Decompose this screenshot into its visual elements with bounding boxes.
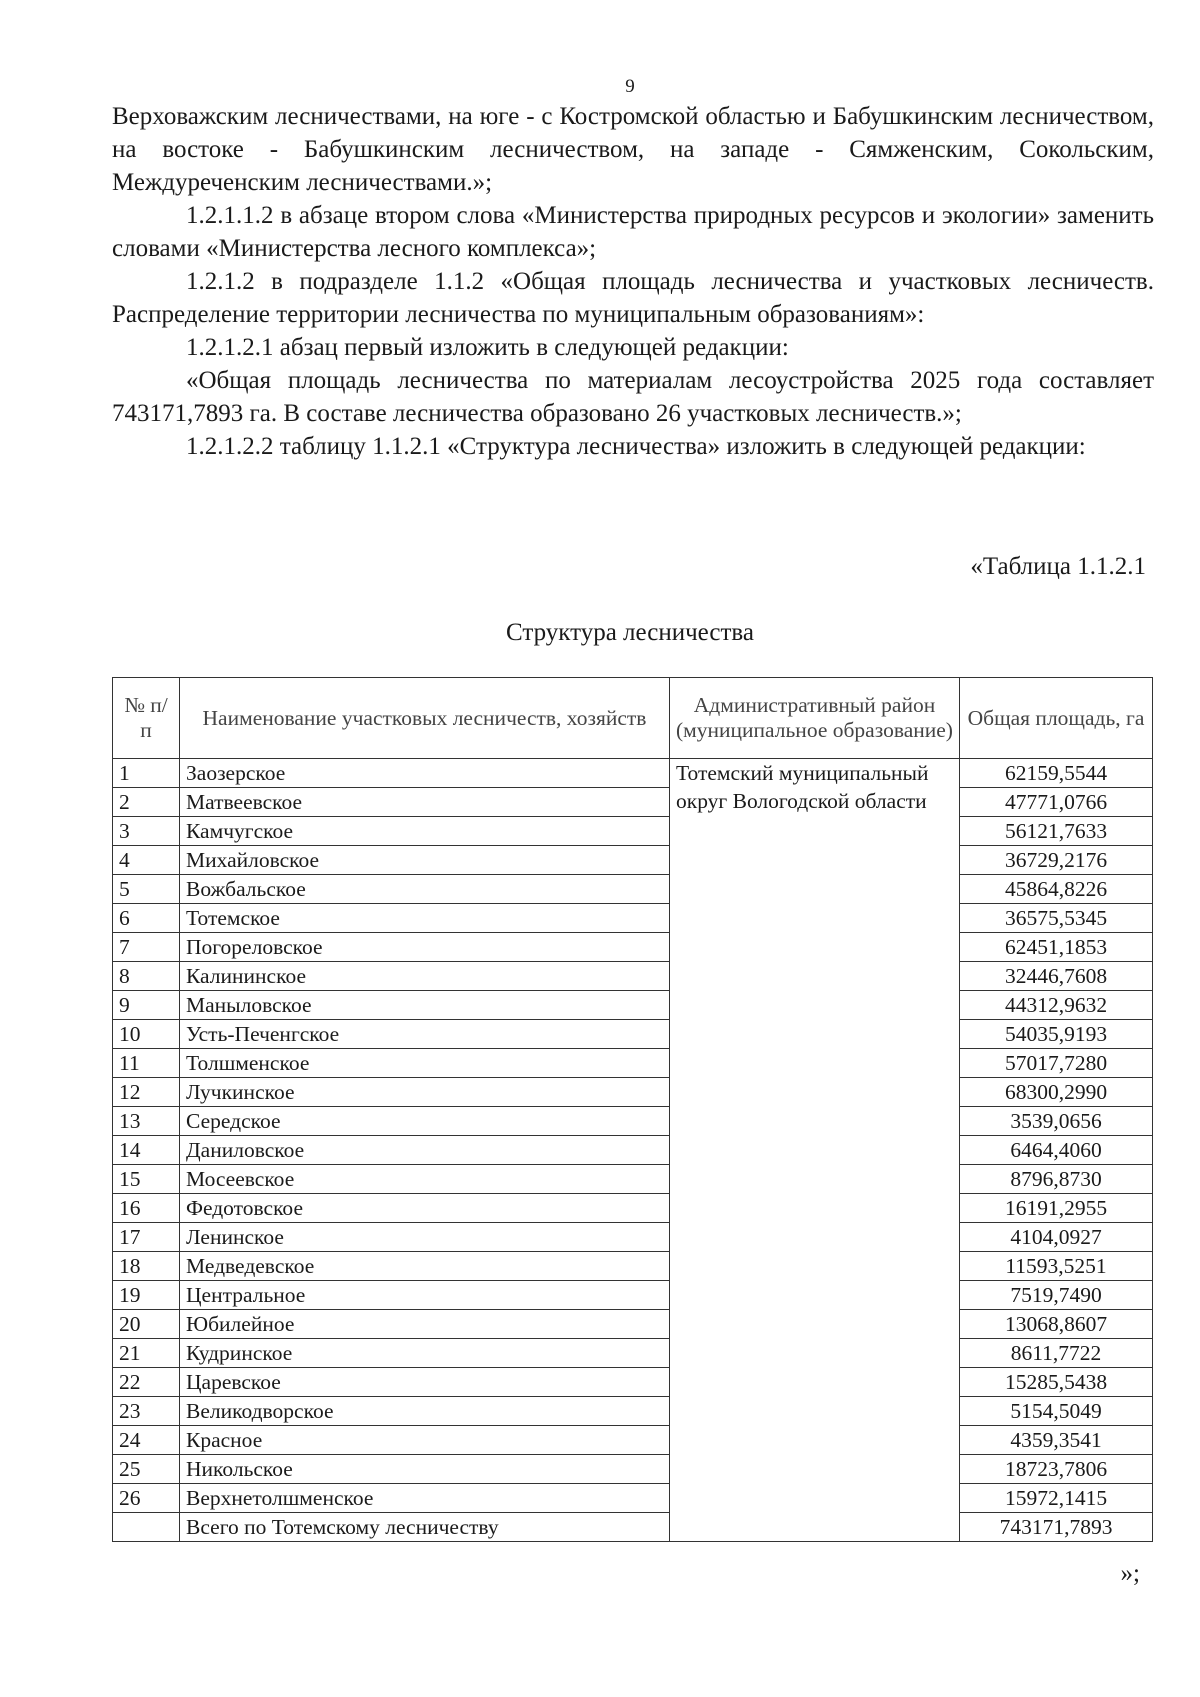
row-name: Верхнетолшменское bbox=[180, 1484, 670, 1513]
table-row bbox=[113, 1020, 1153, 1049]
row-area: 36729,2176 bbox=[960, 846, 1153, 875]
table-row bbox=[113, 1223, 1153, 1252]
row-district: Тотемский муниципальный округ Вологодской области bbox=[670, 759, 960, 1542]
paragraph: «Общая площадь лесничества по материалам лесоустройства 2025 года составляет 743171,7893 га. В составе лесничества образовано 26 участковых лесничеств.»; bbox=[112, 367, 1154, 427]
row-number: 6 bbox=[113, 904, 180, 933]
table-row bbox=[113, 1368, 1153, 1397]
table-row bbox=[113, 1455, 1153, 1484]
header-name: Наименование участковых лесничеств, хозяйств bbox=[180, 678, 670, 759]
row-number: 20 bbox=[113, 1310, 180, 1339]
table-row bbox=[113, 1281, 1153, 1310]
row-number: 5 bbox=[113, 875, 180, 904]
row-area: 18723,7806 bbox=[960, 1455, 1153, 1484]
row-name: Погореловское bbox=[180, 933, 670, 962]
body-text bbox=[112, 100, 1154, 463]
row-area: 4359,3541 bbox=[960, 1426, 1153, 1455]
row-area: 6464,4060 bbox=[960, 1136, 1153, 1165]
table-row bbox=[113, 1078, 1153, 1107]
row-area: 3539,0656 bbox=[960, 1107, 1153, 1136]
row-number: 17 bbox=[113, 1223, 180, 1252]
table-row bbox=[113, 933, 1153, 962]
row-area: 62159,5544 bbox=[960, 759, 1153, 788]
row-name: Калининское bbox=[180, 962, 670, 991]
table-label: «Таблица 1.1.2.1 bbox=[970, 553, 1146, 580]
table-row bbox=[113, 846, 1153, 875]
table-row bbox=[113, 962, 1153, 991]
row-name: Камчугское bbox=[180, 817, 670, 846]
row-number: 2 bbox=[113, 788, 180, 817]
row-area: 36575,5345 bbox=[960, 904, 1153, 933]
row-number: 18 bbox=[113, 1252, 180, 1281]
row-name: Центральное bbox=[180, 1281, 670, 1310]
row-name: Маныловское bbox=[180, 991, 670, 1020]
table-row bbox=[113, 1049, 1153, 1078]
row-area: 5154,5049 bbox=[960, 1397, 1153, 1426]
total-area: 743171,7893 bbox=[960, 1513, 1153, 1542]
row-name: Царевское bbox=[180, 1368, 670, 1397]
row-number: 9 bbox=[113, 991, 180, 1020]
row-name: Мосеевское bbox=[180, 1165, 670, 1194]
table-row bbox=[113, 1339, 1153, 1368]
row-name: Середское bbox=[180, 1107, 670, 1136]
row-number: 11 bbox=[113, 1049, 180, 1078]
row-number: 1 bbox=[113, 759, 180, 788]
row-name: Заозерское bbox=[180, 759, 670, 788]
row-number: 21 bbox=[113, 1339, 180, 1368]
row-name: Великодворское bbox=[180, 1397, 670, 1426]
table-row bbox=[113, 1194, 1153, 1223]
row-name: Никольское bbox=[180, 1455, 670, 1484]
row-area: 54035,9193 bbox=[960, 1020, 1153, 1049]
row-number: 15 bbox=[113, 1165, 180, 1194]
row-name: Даниловское bbox=[180, 1136, 670, 1165]
row-number: 25 bbox=[113, 1455, 180, 1484]
row-area: 7519,7490 bbox=[960, 1281, 1153, 1310]
row-number: 4 bbox=[113, 846, 180, 875]
structure-table bbox=[112, 677, 1153, 1542]
row-area: 44312,9632 bbox=[960, 991, 1153, 1020]
table-row bbox=[113, 1426, 1153, 1455]
row-number: 12 bbox=[113, 1078, 180, 1107]
header-district: Административный район (муниципальное образование) bbox=[670, 678, 960, 759]
row-area: 45864,8226 bbox=[960, 875, 1153, 904]
table-title: Структура лесничества bbox=[506, 619, 754, 646]
row-number: 23 bbox=[113, 1397, 180, 1426]
table-row bbox=[113, 759, 1153, 788]
row-name: Толшменское bbox=[180, 1049, 670, 1078]
row-area: 56121,7633 bbox=[960, 817, 1153, 846]
row-area: 15972,1415 bbox=[960, 1484, 1153, 1513]
row-name: Кудринское bbox=[180, 1339, 670, 1368]
row-name: Медведевское bbox=[180, 1252, 670, 1281]
table-row bbox=[113, 1310, 1153, 1339]
table-row bbox=[113, 817, 1153, 846]
row-area: 8611,7722 bbox=[960, 1339, 1153, 1368]
table-row bbox=[113, 1165, 1153, 1194]
paragraph: 1.2.1.1.2 в абзаце втором слова «Министерства природных ресурсов и экологии» заменить словами «Министерства лесного комплекса»; bbox=[112, 202, 1154, 262]
row-area: 13068,8607 bbox=[960, 1310, 1153, 1339]
paragraph: 1.2.1.2 в подразделе 1.1.2 «Общая площадь лесничества и участковых лесничеств. Распределение территории лесничества по муниципальным образованиям»: bbox=[112, 268, 1154, 328]
row-name: Вожбальское bbox=[180, 875, 670, 904]
row-number: 13 bbox=[113, 1107, 180, 1136]
row-name: Федотовское bbox=[180, 1194, 670, 1223]
row-area: 57017,7280 bbox=[960, 1049, 1153, 1078]
table-row bbox=[113, 1397, 1153, 1426]
row-area: 16191,2955 bbox=[960, 1194, 1153, 1223]
paragraph: 1.2.1.2.2 таблицу 1.1.2.1 «Структура лесничества» изложить в следующей редакции: bbox=[186, 433, 1086, 460]
row-number: 22 bbox=[113, 1368, 180, 1397]
row-number: 10 bbox=[113, 1020, 180, 1049]
table-row bbox=[113, 1484, 1153, 1513]
row-name: Ленинское bbox=[180, 1223, 670, 1252]
row-area: 8796,8730 bbox=[960, 1165, 1153, 1194]
row-number: 16 bbox=[113, 1194, 180, 1223]
row-area: 68300,2990 bbox=[960, 1078, 1153, 1107]
row-number: 24 bbox=[113, 1426, 180, 1455]
row-area: 62451,1853 bbox=[960, 933, 1153, 962]
row-name: Юбилейное bbox=[180, 1310, 670, 1339]
row-name: Лучкинское bbox=[180, 1078, 670, 1107]
row-number: 8 bbox=[113, 962, 180, 991]
row-area: 11593,5251 bbox=[960, 1252, 1153, 1281]
paragraph: 1.2.1.2.1 абзац первый изложить в следующей редакции: bbox=[186, 334, 789, 361]
row-name: Красное bbox=[180, 1426, 670, 1455]
header-area: Общая площадь, га bbox=[960, 678, 1153, 759]
table-row bbox=[113, 904, 1153, 933]
table-row bbox=[113, 991, 1153, 1020]
table-row bbox=[113, 1136, 1153, 1165]
page-number: 9 bbox=[625, 76, 635, 97]
row-number: 26 bbox=[113, 1484, 180, 1513]
row-area: 32446,7608 bbox=[960, 962, 1153, 991]
total-label: Всего по Тотемскому лесничеству bbox=[180, 1513, 670, 1542]
paragraph: Верховажским лесничествами, на юге - с Костромской областью и Бабушкинским лесничеством, на востоке - Бабушкинским лесничеством, на западе - Сямженским, Сокольским, Междуреченским лесничествами.»; bbox=[112, 103, 1154, 196]
row-name: Матвеевское bbox=[180, 788, 670, 817]
row-name: Тотемское bbox=[180, 904, 670, 933]
row-area: 47771,0766 bbox=[960, 788, 1153, 817]
row-name: Михайловское bbox=[180, 846, 670, 875]
row-area: 4104,0927 bbox=[960, 1223, 1153, 1252]
row-number: 14 bbox=[113, 1136, 180, 1165]
closing-quote: »; bbox=[1120, 1560, 1140, 1587]
row-name: Усть-Печенгское bbox=[180, 1020, 670, 1049]
header-number: № п/п bbox=[113, 678, 180, 759]
row-number: 3 bbox=[113, 817, 180, 846]
table-row bbox=[113, 875, 1153, 904]
table-row bbox=[113, 1107, 1153, 1136]
table-header-row bbox=[113, 678, 1153, 759]
table-row bbox=[113, 1252, 1153, 1281]
row-number: 19 bbox=[113, 1281, 180, 1310]
total-number-cell bbox=[113, 1513, 180, 1542]
row-area: 15285,5438 bbox=[960, 1368, 1153, 1397]
row-number: 7 bbox=[113, 933, 180, 962]
table-total-row bbox=[113, 1513, 1153, 1542]
table-row bbox=[113, 788, 1153, 817]
